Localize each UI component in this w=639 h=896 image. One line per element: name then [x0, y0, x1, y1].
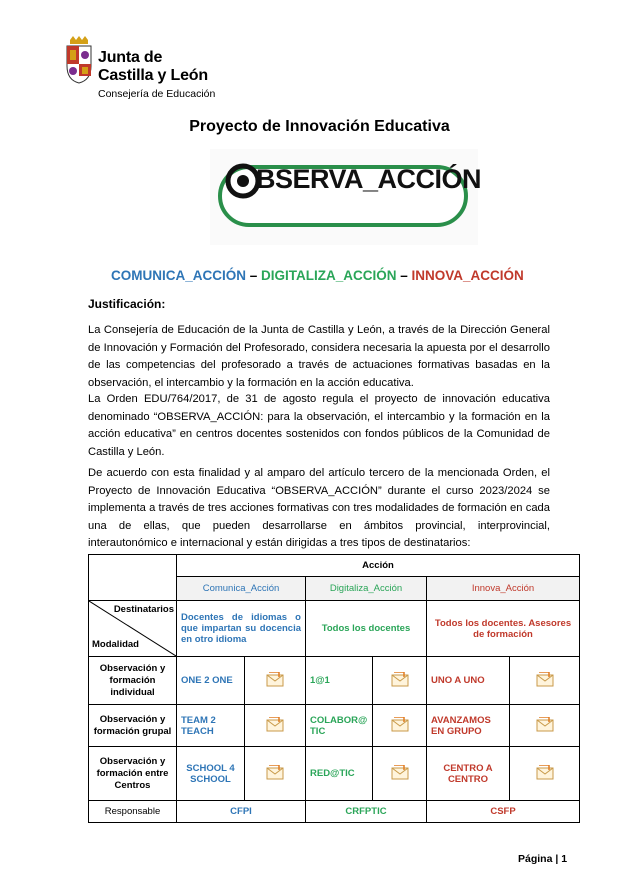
mail-icon-cell[interactable] [245, 657, 306, 705]
table-row [89, 747, 580, 801]
action-digitaliza: Digitaliza_Acción [306, 577, 427, 601]
responsible-comunica: CFPI [177, 801, 306, 823]
mail-icon-cell[interactable] [373, 705, 427, 747]
mail-icon-cell[interactable] [373, 657, 427, 705]
envelope-icon[interactable] [266, 672, 284, 687]
modality-cell: Observación y formación grupal [89, 705, 177, 747]
tagline-digitaliza: DIGITALIZA_ACCIÓN [261, 268, 397, 283]
mail-icon-cell[interactable] [510, 705, 580, 747]
mail-icon-cell[interactable] [245, 747, 306, 801]
tagline-innova: INNOVA_ACCIÓN [411, 268, 524, 283]
actions-table [88, 554, 580, 823]
department-name: Consejería de Educación [98, 88, 216, 100]
project-logo [210, 149, 482, 245]
envelope-icon[interactable] [536, 765, 554, 780]
paragraph: La Orden EDU/764/2017, de 31 de agosto regula el proyecto de innovación educativa denominado “OBSERVA_ACCIÓN: para la observación, el intercambio y la formación en la acción educativa” en centros docentes sostenidos con fondos públicos de la Comunidad de Castilla y León. [88, 393, 550, 458]
action-code: TEAM 2 TEACH [177, 705, 245, 747]
action-code: 1@1 [306, 657, 373, 705]
action-code: ONE 2 ONE [177, 657, 245, 705]
paragraph: De acuerdo con esta finalidad y al amparo del artículo tercero de la mencionada Orden, el Proyecto de Innovación Educativa “OBSERVA_ACCIÓN” durante el curso 2023/2024 se implementa a través de tres acciones formativas con tres modalidades de formación en cada una de ellas, que pueden desarrollarse en ámbitos provincial, interprovincial, interautonómico e internacional y están dirigidas a tres tipos de destinatarios: [88, 467, 550, 549]
responsible-label: Responsable [89, 801, 177, 823]
mail-icon-cell[interactable] [245, 705, 306, 747]
action-code: AVANZAMOS EN GRUPO [427, 705, 510, 747]
envelope-icon[interactable] [266, 765, 284, 780]
recipients-comunica: Docentes de idiomas o que impartan su docencia en otro idioma [177, 601, 306, 657]
action-code: UNO A UNO [427, 657, 510, 705]
envelope-icon[interactable] [266, 717, 284, 732]
table-row [89, 705, 580, 747]
modality-label: Modalidad [92, 639, 139, 650]
envelope-icon[interactable] [536, 717, 554, 732]
diagonal-header-cell [89, 601, 177, 657]
responsible-innova: CSFP [427, 801, 580, 823]
envelope-icon[interactable] [536, 672, 554, 687]
mail-icon-cell[interactable] [510, 657, 580, 705]
action-code: COLABOR@ TIC [306, 705, 373, 747]
tagline-comunica: COMUNICA_ACCIÓN [111, 268, 246, 283]
modality-cell: Observación y formación entre Centros [89, 747, 177, 801]
section-heading: Justificación: [88, 297, 166, 311]
tagline-separator: – [246, 268, 262, 283]
tagline-separator: – [396, 268, 412, 283]
responsible-digitaliza: CRFPTIC [306, 801, 427, 823]
mail-icon-cell[interactable] [510, 747, 580, 801]
tagline [111, 268, 524, 283]
table-row [89, 801, 580, 823]
mail-icon-cell[interactable] [373, 747, 427, 801]
page-title: Proyecto de Innovación Educativa [189, 118, 450, 135]
action-comunica: Comunica_Acción [177, 577, 306, 601]
recipients-innova: Todos los docentes. Asesores de formación [427, 601, 580, 657]
table-header: Acción [177, 555, 580, 577]
action-code: SCHOOL 4 SCHOOL [177, 747, 245, 801]
recipients-label: Destinatarios [113, 604, 174, 615]
page-number: Página | 1 [518, 853, 568, 865]
paragraph: La Consejería de Educación de la Junta de Castilla y León, a través de la Dirección General de Innovación y Formación del Profesorado, considera necesaria la apuesta por el desarrollo de las competencias del profesorado a través de actuaciones formativas basadas en la observación, el intercambio y la formación en la acción educativa. [88, 324, 550, 389]
modality-cell: Observación y formación individual [89, 657, 177, 705]
envelope-icon[interactable] [391, 765, 409, 780]
table-row [89, 657, 580, 705]
org-name-line1: Junta de [98, 49, 163, 66]
action-innova: Innova_Acción [427, 577, 580, 601]
action-code: CENTRO A CENTRO [427, 747, 510, 801]
org-name-line2: Castilla y León [98, 67, 208, 84]
coat-of-arms-icon [64, 36, 94, 84]
table-corner [89, 555, 177, 601]
envelope-icon[interactable] [391, 672, 409, 687]
junta-logo [64, 36, 264, 102]
action-code: RED@TIC [306, 747, 373, 801]
envelope-icon[interactable] [391, 717, 409, 732]
recipients-digitaliza: Todos los docentes [306, 601, 427, 657]
logo-text: BSERVA_ACCIÓN [256, 164, 482, 194]
